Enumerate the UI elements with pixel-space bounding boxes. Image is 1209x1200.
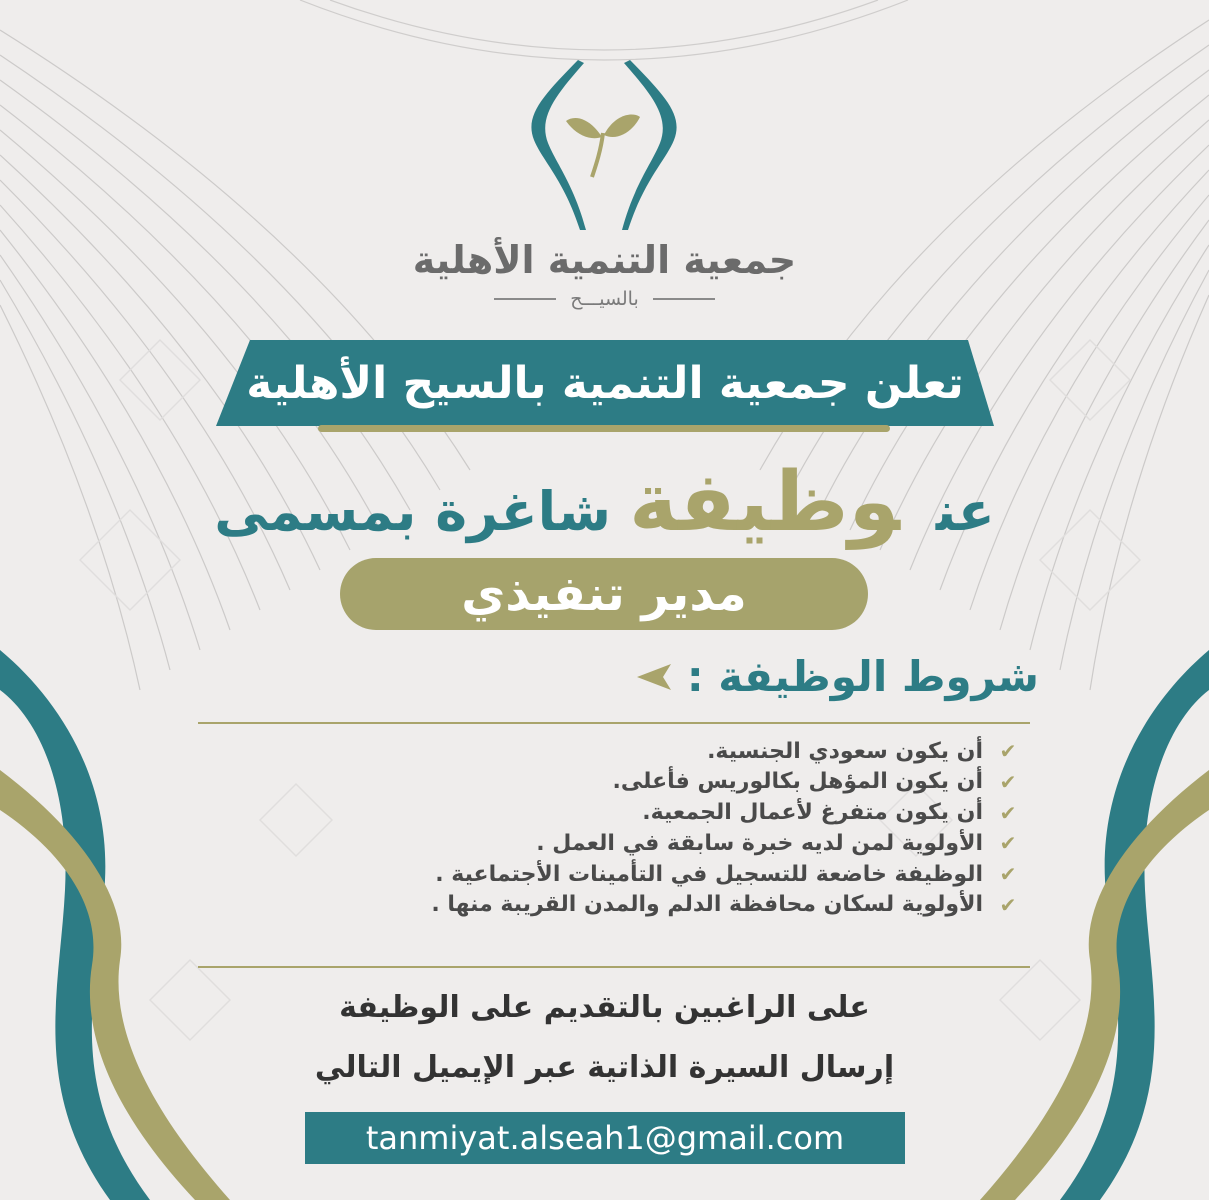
subtitle-rule-right: [653, 298, 715, 300]
banner-underline: [318, 425, 890, 432]
vacancy-heading: [0, 455, 1209, 560]
conditions-heading-row: [635, 652, 1039, 701]
conditions-top-rule: [198, 722, 1030, 724]
check-icon: ✔: [999, 892, 1017, 917]
list-item: ✔ الأولوية لسكان محافظة الدلم والمدن القريبة منها .: [259, 890, 1019, 920]
word-vacant: شاغرة بمسمى: [214, 480, 611, 543]
job-title-pill: مدير تنفيذي: [340, 558, 868, 630]
seedling-arch-logo-icon: [504, 55, 704, 235]
subtitle-rule-left: [494, 298, 556, 300]
word-job: وظيفة: [629, 455, 900, 550]
word-about: عن: [935, 480, 995, 543]
conditions-list: [259, 736, 1019, 921]
list-item: ✔ الوظيفة خاضعة للتسجيل في التأمينات الأجتماعية .: [259, 859, 1019, 889]
organization-subtitle: بالسيـــح: [570, 288, 639, 310]
organization-subtitle-row: [0, 288, 1209, 310]
check-icon: ✔: [999, 862, 1017, 887]
list-item: ✔ أن يكون سعودي الجنسية.: [259, 736, 1019, 766]
conditions-heading: شروط الوظيفة :: [686, 652, 1039, 701]
list-item: ✔ أن يكون متفرغ لأعمال الجمعية.: [259, 798, 1019, 828]
organization-name: جمعية التنمية الأهلية: [412, 238, 797, 282]
check-icon: ✔: [999, 739, 1017, 763]
apply-instruction-line-1: على الراغبين بالتقديم على الوظيفة: [339, 990, 870, 1025]
announcement-banner-text: تعلن جمعية التنمية بالسيح الأهلية: [246, 357, 964, 409]
check-icon: ✔: [999, 831, 1017, 856]
apply-instruction-line-2: إرسال السيرة الذاتية عبر الإيميل التالي: [314, 1050, 895, 1085]
list-item: ✔ الأولوية لمن لديه خبرة سابقة في العمل .: [259, 828, 1019, 858]
list-item: ✔ أن يكون المؤهل بكالوريس فأعلى.: [259, 767, 1019, 797]
triangle-icon: [635, 660, 673, 694]
check-icon: ✔: [999, 769, 1017, 794]
conditions-bottom-rule: [198, 966, 1030, 968]
contact-email[interactable]: tanmiyat.alseah1@gmail.com: [305, 1112, 905, 1164]
check-icon: ✔: [999, 800, 1017, 825]
